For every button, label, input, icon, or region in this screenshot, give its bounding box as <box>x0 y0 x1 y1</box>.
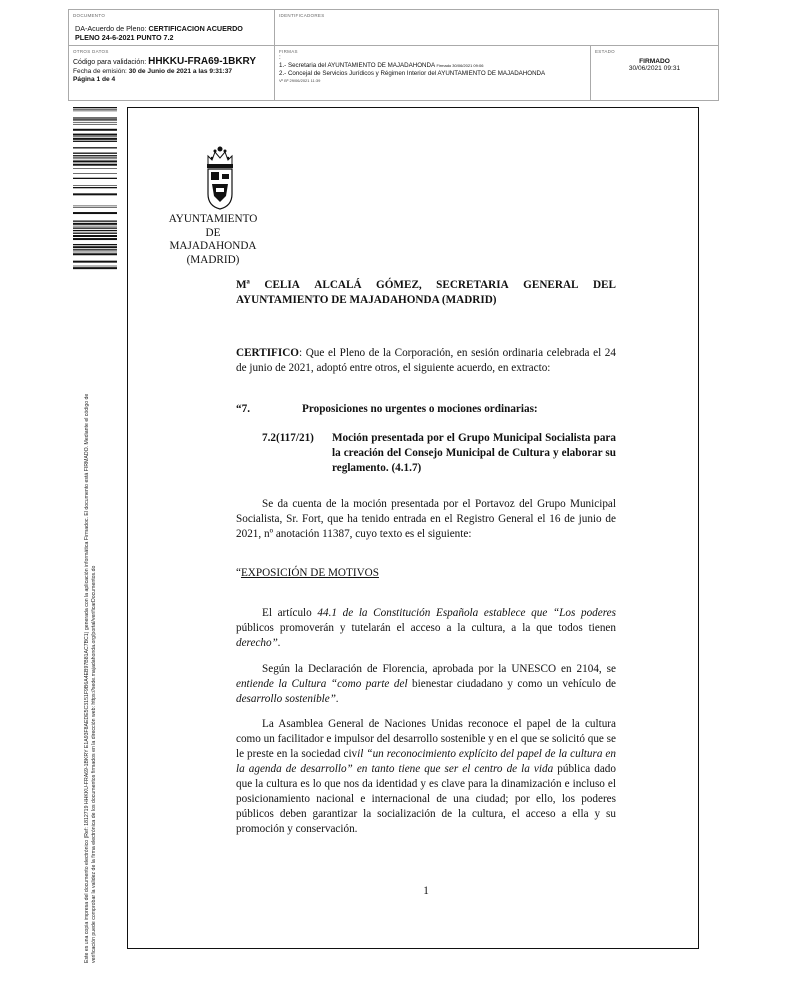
barcode-bar <box>73 249 117 250</box>
barcode-bar <box>73 244 117 245</box>
barcode-bar <box>73 233 117 234</box>
estado-caption: ESTADO <box>595 49 615 54</box>
barcode-bar <box>73 153 117 154</box>
otros-datos-cell <box>69 46 275 100</box>
validation-row: Código para validación: HHKKU-FRA69-1BKRY <box>73 56 257 67</box>
barcode-bar <box>73 226 117 227</box>
barcode-bar <box>73 157 117 158</box>
barcode-bar <box>73 266 117 267</box>
barcode-bar <box>73 138 117 140</box>
paragraph-2: Según la Declaración de Florencia, aprobada por la UNESCO en 2104, se entiende la Cultura “como parte del bienestar ciudadano y como un vehículo de desarrollo sostenible”. <box>236 663 616 705</box>
documento-caption: DOCUMENTO <box>73 13 106 18</box>
validation-code: HHKKU-FRA69-1BKRY <box>148 56 257 67</box>
barcode-bar <box>73 164 117 166</box>
barcode-bar <box>73 227 117 228</box>
barcode-bar <box>73 212 117 214</box>
emision-row: Fecha de emisión: 30 de Junio de 2021 a las 9:31:37 <box>73 67 233 75</box>
certifico-paragraph: CERTIFICO: Que el Pleno de la Corporación, en sesión ordinaria celebrada el 24 de junio de 2021, adoptó entre otros, el siguiente acuerdo, en extracto: <box>236 347 616 374</box>
barcode-bar <box>73 109 117 110</box>
barcode-bar <box>73 238 117 240</box>
document-header <box>68 9 719 101</box>
barcode-bar <box>73 111 117 112</box>
item-heading: 7.2(117/21) Moción presentada por el Grupo Municipal Socialista para la creación del Consejo Municipal de Cultura y elaborar su reglamento. (4.1.7) <box>262 432 616 474</box>
otros-caption: OTROS DATOS <box>73 49 109 54</box>
document-title <box>236 278 616 308</box>
barcode-bar <box>73 246 117 248</box>
barcode-bar <box>73 178 117 179</box>
barcode-bar <box>73 134 117 136</box>
identificadores-cell <box>275 10 718 46</box>
firmas-cell: FIRMAS : 1.- Secretaria del AYUNTAMIENTO DE MAJADAHONDA Firmado 30/06/2021 09:06 2.- Concejal de Servicios Jurídicos y Régimen Interior del AYUNTAMIENTO DE MAJADAHONDA Vº Bº 29/06/2021 11:39 <box>275 46 591 100</box>
barcode-image <box>73 107 117 272</box>
intro-paragraph: Se da cuenta de la moción presentada por el Portavoz del Grupo Municipal Socialista, Sr. Fort, que ha tenido entrada en el Registro General el 16 de junio de 2021, nº anotación 11387, cuyo texto es el siguiente: <box>236 498 616 540</box>
firma-1: 1.- Secretaria del AYUNTAMIENTO DE MAJADAHONDA Firmado 30/06/2021 09:06 <box>279 62 484 69</box>
firmas-caption: FIRMAS <box>279 49 298 54</box>
barcode-bar <box>73 185 117 186</box>
barcode-bar <box>73 160 117 162</box>
barcode-bar <box>73 107 117 108</box>
section-heading: “7. Proposiciones no urgentes o mociones ordinarias: <box>236 403 538 415</box>
barcode-bar <box>73 261 117 263</box>
estado-status: FIRMADO <box>639 58 670 65</box>
coat-of-arms-icon <box>203 144 237 210</box>
title-line-1: Mª CELIA ALCALÁ GÓMEZ, SECRETARIA GENERAL DEL <box>236 279 616 291</box>
barcode-bar <box>73 147 117 148</box>
exposicion-heading: “EXPOSICIÓN DE MOTIVOS <box>236 567 379 579</box>
vb-note: Vº Bº 29/06/2021 11:39 <box>279 78 321 83</box>
page-count: Página 1 de 4 <box>73 75 116 83</box>
barcode-bar <box>73 230 117 231</box>
barcode-bar <box>73 173 117 174</box>
barcode-bar <box>73 223 117 225</box>
barcode-bar <box>73 267 117 269</box>
barcode-bar <box>73 118 117 119</box>
barcode-bar <box>73 252 117 253</box>
barcode-bar <box>73 220 117 221</box>
barcode-bar <box>73 187 117 188</box>
entity-name: AYUNTAMIENTO DE MAJADAHONDA (MADRID) <box>168 213 258 266</box>
firma-2: 2.- Concejal de Servicios Jurídicos y Régimen Interior del AYUNTAMIENTO DE MAJADAHONDA <box>279 70 546 77</box>
barcode-bar <box>73 124 117 125</box>
identificadores-caption: IDENTIFICADORES <box>279 13 325 18</box>
barcode-bar <box>73 117 117 118</box>
page-number: 1 <box>423 885 429 897</box>
documento-cell <box>69 10 275 46</box>
barcode-bar <box>73 129 117 131</box>
paragraph-3: La Asamblea General de Naciones Unidas reconoce el papel de la cultura como un facilitador e impulsor del desarrollo sostenible y en el que se solicitó que se le preste en la sociedad civil “un reconocimiento explícito del papel de la cultura en la agenda de desarrollo” en tanto tiene que ser el centro de la vida pública dado que la cultura es lo que nos da identidad y es clave para la dinamización e incluso el posicionamiento nacional e internacional de una ciudad; por ello, los poderes públicos deben garantizar la socialización de la cultura, el acceso a ella y su promoción y conservación. <box>236 718 616 835</box>
title-line-2: AYUNTAMIENTO DE MAJADAHONDA (MADRID) <box>236 294 497 306</box>
barcode-bar <box>73 168 117 169</box>
barcode-bar <box>73 235 117 237</box>
estado-date: 30/06/2021 09:31 <box>628 65 681 72</box>
barcode-bar <box>73 120 117 121</box>
barcode-bar <box>73 207 117 208</box>
barcode-bar <box>73 206 117 207</box>
paragraph-1: El artículo 44.1 de la Constitución Española establece que “Los poderes públicos promoverán y tutelarán el acceso a la cultura, a la que todos tienen derecho”. <box>236 607 616 649</box>
barcode-bar <box>73 122 117 123</box>
barcode-bar <box>73 155 117 156</box>
documento-title: DA-Acuerdo de Pleno: CERTIFICACION ACUERDO PLENO 24-6-2021 PUNTO 7.2 <box>75 24 243 42</box>
barcode-bar <box>73 193 117 195</box>
estado-cell <box>591 46 718 100</box>
side-verification-text: Este es una copia impresa del documento electrónico (Ref: 1812719 HHKKU-FRA69-1BKRY E1A93F8AEDE5C3151F9B6A4EB97B81AC7BC1) generada con la aplicación informática Firmadoc. El documento está FIRMADO. Mediante el código de verificación puede comprobar la validez de la firma electrónica de los documentos firmados en la dirección web: https://sede.majadahonda.org/portal/verificarDocumentos.do <box>84 393 97 963</box>
barcode-bar <box>73 141 117 142</box>
barcode-bar <box>73 159 117 160</box>
barcode-bar <box>73 253 117 255</box>
barcode-bar <box>73 136 117 137</box>
